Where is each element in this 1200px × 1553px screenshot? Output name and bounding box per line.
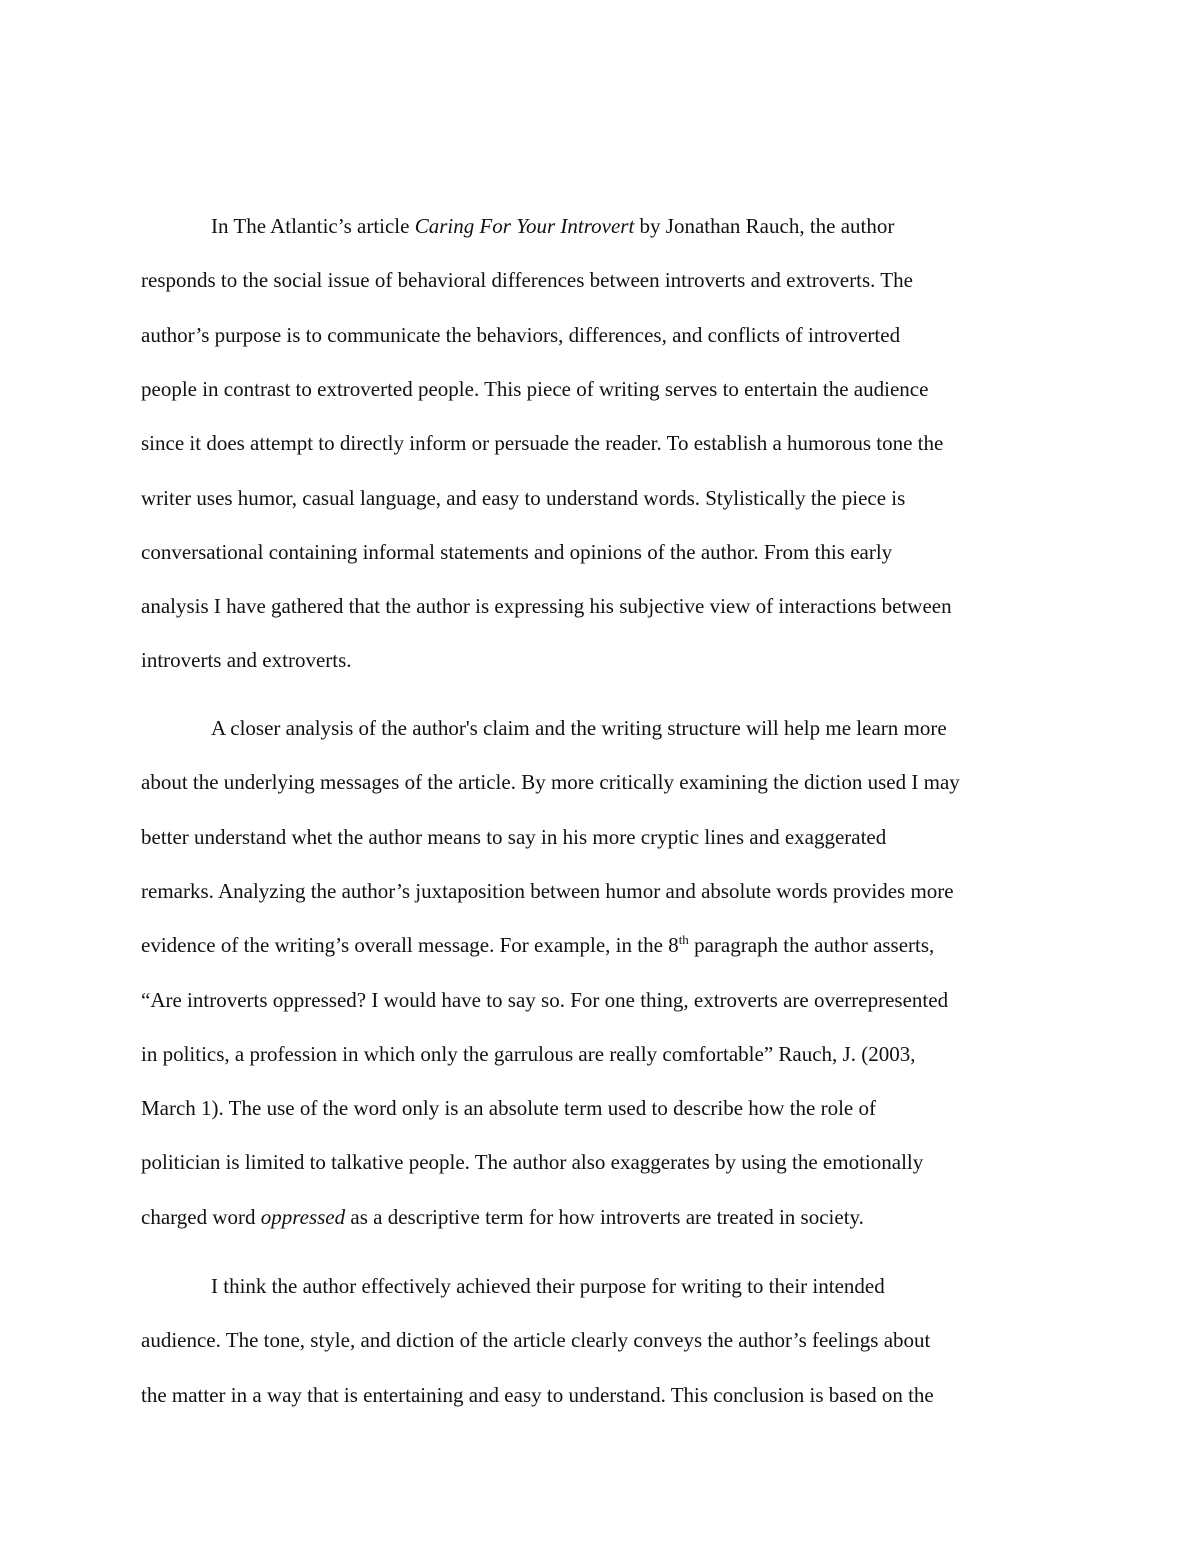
text-line [141,1380,934,1410]
text-line [141,537,892,567]
text-line [141,265,913,295]
text-segment: author’s purpose is to communicate the behaviors, differences, and conflicts of introverted [141,322,901,347]
text-segment: people in contrast to extroverted people. This piece of writing serves to entertain the audience [141,376,929,401]
text-segment: A closer analysis of the author's claim and the writing structure will help me learn more [211,716,947,740]
text-segment: in politics, a profession in which only the garrulous are really comfortable” Rauch, J. (2003, [141,1041,916,1066]
text-line [141,767,960,797]
text-segment: remarks. Analyzing the author’s juxtaposition between humor and absolute words provides more [141,878,954,903]
text-segment: introverts and extroverts. [141,648,352,673]
text-segment: March 1). The use of the word only is an absolute term used to describe how the role of [141,1096,876,1121]
text-line [141,1147,923,1177]
text-segment: conversational containing informal statements and opinions of the author. From this early [141,539,893,564]
text-segment: paragraph the author asserts, [688,933,935,958]
text-line [141,930,934,960]
text-segment: I think the author effectively achieved their purpose for writing to their intended [211,1274,885,1298]
text-segment: analysis I have gathered that the author is expressing his subjective view of interactions between [141,594,952,619]
text-segment: audience. The tone, style, and diction of the article clearly conveys the author’s feelings about [141,1328,931,1353]
text-segment: better understand whet the author means to say in his more cryptic lines and exaggerated [141,824,887,849]
text-line [141,1325,930,1355]
text-line [211,211,894,241]
text-segment: evidence of the writing’s overall message. For example, in the 8 [141,933,679,958]
text-line [141,1093,876,1123]
text-segment: by Jonathan Rauch, the author [634,214,895,238]
text-segment: politician is limited to talkative people. The author also exaggerates by using the emotionally [141,1150,924,1175]
text-line [141,1039,915,1069]
text-line [141,483,905,513]
text-line [211,1271,885,1301]
text-segment: as a descriptive term for how introverts are treated in society. [345,1204,864,1229]
text-line [141,645,352,675]
text-segment: about the underlying messages of the article. By more critically examining the diction used I may [141,770,960,795]
text-segment: “Are introverts oppressed? I would have to say so. For one thing, extroverts are overrepresented [141,987,949,1012]
text-segment: the matter in a way that is entertaining and easy to understand. This conclusion is based on the [141,1382,934,1407]
text-line [141,876,954,906]
text-line [141,428,943,458]
text-segment: charged word [141,1204,261,1229]
text-line [141,822,886,852]
text-line [141,320,900,350]
text-segment: In The Atlantic’s article [211,214,415,238]
text-line [141,985,948,1015]
text-line [211,713,947,743]
text-segment: since it does attempt to directly inform or persuade the reader. To establish a humorous tone the [141,431,944,456]
superscript-text: th [678,932,689,948]
text-line [141,1202,864,1232]
text-segment: responds to the social issue of behavioral differences between introverts and extroverts. The [141,268,913,293]
text-segment: writer uses humor, casual language, and easy to understand words. Stylistically the piece is [141,485,906,510]
italic-text: oppressed [260,1204,346,1229]
italic-text: Caring For Your Introvert [414,214,635,238]
text-line [141,374,928,404]
text-line [141,591,952,621]
